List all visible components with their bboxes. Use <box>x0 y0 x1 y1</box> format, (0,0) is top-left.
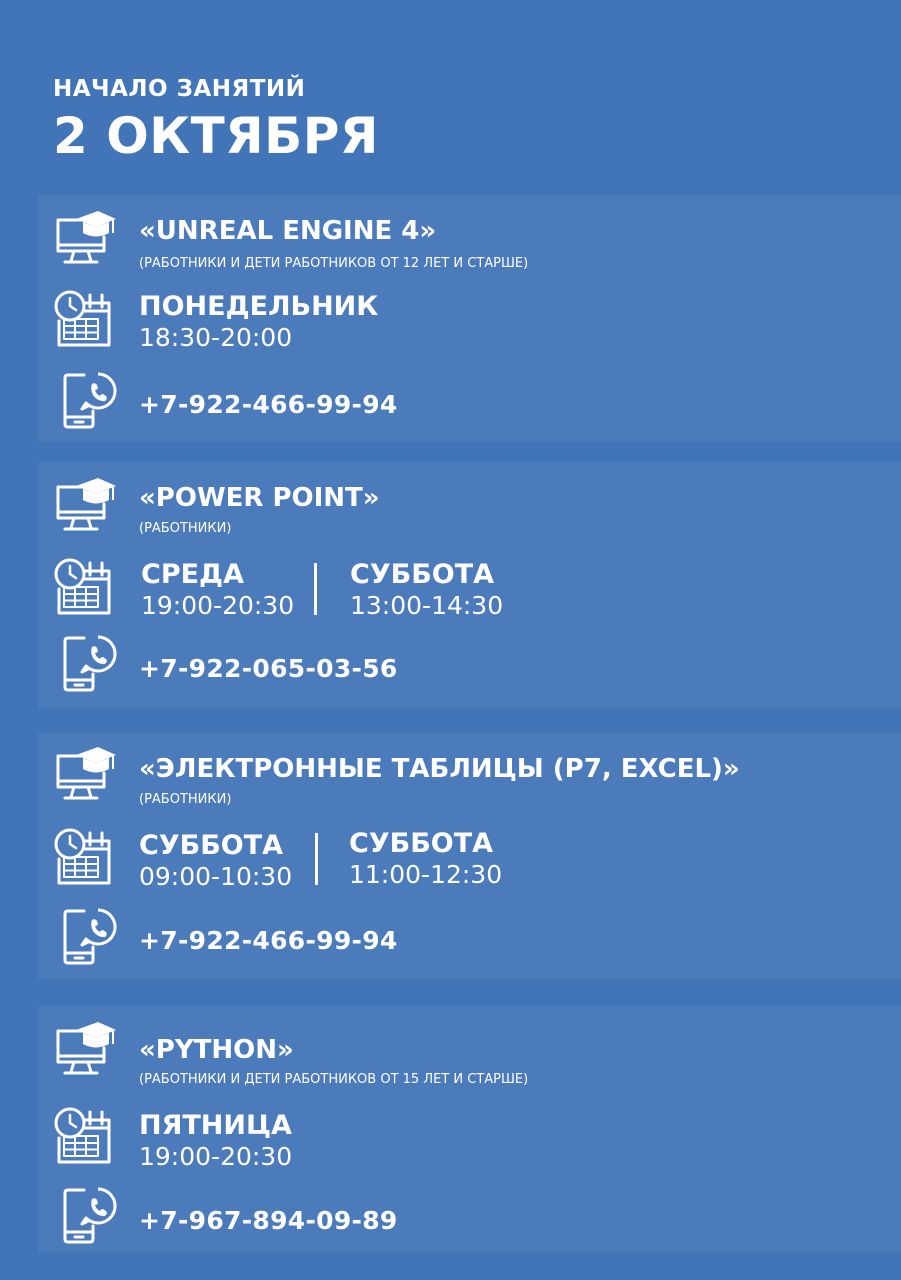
schedule-day: ПОНЕДЕЛЬНИК <box>139 291 379 322</box>
smartphone-call-icon <box>62 371 118 431</box>
schedule-time: 09:00-10:30 <box>139 862 293 891</box>
smartphone-call-icon <box>62 634 118 694</box>
course-title: «ЭЛЕКТРОННЫЕ ТАБЛИЦЫ (Р7, EXCEL)» <box>139 754 740 784</box>
computer-graduation-cap-icon <box>52 209 116 269</box>
header <box>53 74 379 166</box>
contact-phone[interactable]: +7-922-466-99-94 <box>139 390 398 419</box>
clock-calendar-icon <box>52 1106 114 1168</box>
schedule-day: СУББОТА <box>349 828 494 859</box>
computer-graduation-cap-icon <box>52 745 116 805</box>
schedule-divider <box>314 563 317 615</box>
schedule-day: СУББОТА <box>139 830 284 861</box>
contact-phone[interactable]: +7-967-894-09-89 <box>139 1206 398 1235</box>
course-audience: (РАБОТНИКИ) <box>139 792 232 807</box>
computer-graduation-cap-icon <box>52 476 116 536</box>
course-audience: (РАБОТНИКИ И ДЕТИ РАБОТНИКОВ ОТ 15 ЛЕТ И СТАРШЕ) <box>139 1072 529 1087</box>
course-card-spreadsheets <box>38 733 901 979</box>
smartphone-call-icon <box>62 907 118 967</box>
schedule-day: СУББОТА <box>350 559 495 590</box>
schedule-time: 11:00-12:30 <box>349 860 503 889</box>
clock-calendar-icon <box>52 557 114 619</box>
course-card-unreal <box>38 195 901 441</box>
schedule-day: СРЕДА <box>141 559 244 590</box>
clock-calendar-icon <box>52 289 114 351</box>
start-label: НАЧАЛО ЗАНЯТИЙ <box>53 76 306 102</box>
start-date: 2 ОКТЯБРЯ <box>53 107 379 165</box>
course-title: «UNREAL ENGINE 4» <box>139 216 437 246</box>
course-title: «PYTHON» <box>139 1035 294 1065</box>
schedule-slot <box>350 559 503 621</box>
schedule-slot <box>141 559 294 621</box>
course-card-python <box>38 1006 901 1252</box>
schedule-slot <box>139 291 378 353</box>
computer-graduation-cap-icon <box>52 1020 116 1080</box>
contact-phone[interactable]: +7-922-065-03-56 <box>139 654 398 683</box>
schedule-time: 19:00-20:30 <box>139 1142 293 1171</box>
schedule-day: ПЯТНИЦА <box>139 1110 292 1141</box>
schedule-time: 13:00-14:30 <box>350 591 504 620</box>
schedule-slot <box>139 830 292 892</box>
schedule-time: 19:00-20:30 <box>141 591 295 620</box>
clock-calendar-icon <box>52 827 114 889</box>
schedule-time: 18:30-20:00 <box>139 323 293 352</box>
course-audience: (РАБОТНИКИ) <box>139 521 232 536</box>
course-title: «POWER POINT» <box>139 483 380 513</box>
smartphone-call-icon <box>62 1186 118 1246</box>
schedule-divider <box>315 833 318 885</box>
schedule-slot <box>349 828 502 890</box>
course-audience: (РАБОТНИКИ И ДЕТИ РАБОТНИКОВ ОТ 12 ЛЕТ И СТАРШЕ) <box>139 256 529 271</box>
course-card-powerpoint <box>38 462 901 708</box>
contact-phone[interactable]: +7-922-466-99-94 <box>139 926 398 955</box>
schedule-slot <box>139 1110 292 1172</box>
